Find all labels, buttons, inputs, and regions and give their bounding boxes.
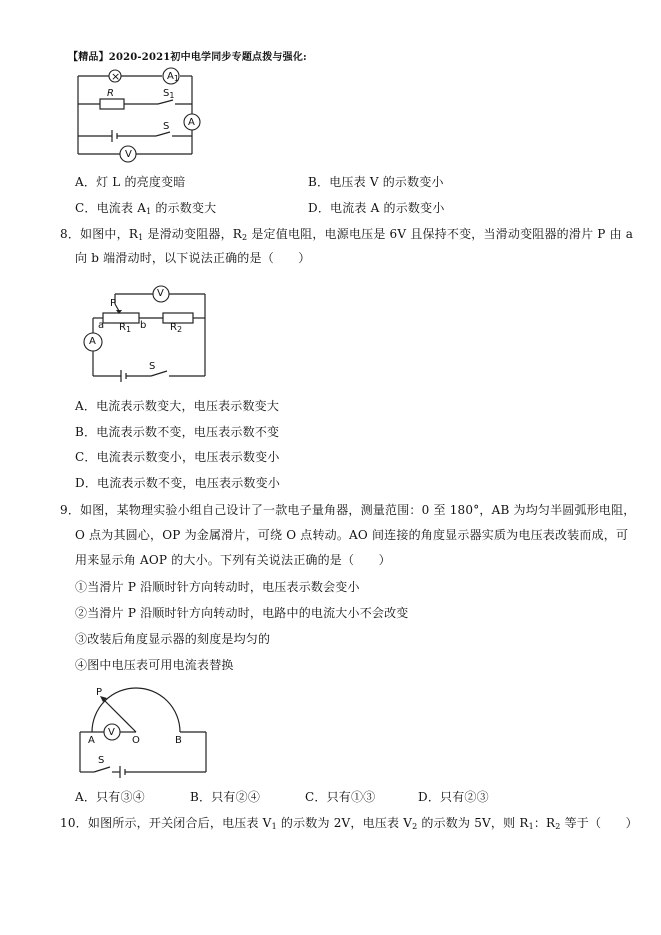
q7-option-d: D．电流表 A 的示数变小 [308, 201, 445, 215]
q9-option-a: A．只有③④ [75, 790, 145, 804]
q9-option-c: C．只有①③ [305, 790, 376, 804]
slider-p-label: P [110, 298, 117, 309]
page-header: 【精品】2020-2021初中电学同步专题点拨与强化: [68, 52, 307, 63]
q9-option-b: B．只有②④ [190, 790, 261, 804]
switch-s1-label: $S_1$ [163, 88, 175, 100]
q9-label-a: A [88, 735, 95, 746]
q9-label-s: S [98, 755, 105, 766]
q8-meter-v-label: V [157, 288, 164, 299]
q8-option-b: B．电流表示数不变，电压表示数不变 [75, 425, 280, 439]
switch-s-label: S [163, 121, 170, 132]
r1-label: $R_1$ [119, 322, 132, 334]
q9-stem-line1: 9．如图，某物理实验小组自己设计了一款电子量角器，测量范围：0 至 180°，AB 为均匀半圆弧形电阻， [60, 503, 636, 517]
q8-option-c: C．电流表示数变小，电压表示数变小 [75, 450, 280, 464]
meter-v-label: V [125, 149, 132, 160]
q8-option-d: D．电流表示数不变，电压表示数变小 [75, 476, 281, 490]
meter-a1-label: $A_1$ [167, 71, 179, 83]
q10-stem: 10．如图所示，开关闭合后，电压表 $V_1$ 的示数为 2V，电压表 $V_2$ 的示数为 5V，则 $R_1$：$R_2$ 等于（ ） [60, 816, 638, 831]
q9-stem-line3: 用来显示角 AOP 的大小。下列有关说法正确的是（ ） [75, 553, 391, 567]
q9-stem-line2: O 点为其圆心，OP 为金属滑片，可绕 O 点转动。AO 间连接的角度显示器实质为电压表改装而成，可 [75, 528, 629, 542]
q9-statement-1: ①当滑片 P 沿顺时针方向转动时，电压表示数会变小 [75, 580, 360, 594]
q9-label-b: B [175, 735, 182, 746]
terminal-b-label: b [140, 320, 147, 331]
q9-statement-3: ③改装后角度显示器的刻度是均匀的 [75, 632, 271, 646]
lamp-symbol: × [111, 70, 121, 83]
terminal-a-label: a [98, 320, 105, 331]
r2-label: $R_2$ [170, 322, 183, 334]
q7-option-b: B．电压表 V 的示数变小 [308, 175, 444, 189]
q9-label-p: P [96, 687, 103, 698]
q8-meter-a-label: A [89, 336, 96, 347]
q9-label-o: O [132, 735, 140, 746]
meter-a-label: A [188, 117, 195, 128]
q9-statement-4: ④图中电压表可用电流表替换 [75, 658, 234, 672]
q8-stem-line1: 8．如图中，$R_1$ 是滑动变阻器，$R_2$ 是定值电阻，电源电压是 6V 且保持不变，当滑动变阻器的滑片 P 由 a [60, 227, 634, 242]
q8-option-a: A．电流表示数变大，电压表示数变大 [75, 399, 280, 413]
q9-option-d: D．只有②③ [418, 790, 489, 804]
q7-option-c: C．电流表 $A_1$ 的示数变大 [75, 201, 217, 216]
q8-stem-line2: 向 b 端滑动时，以下说法正确的是（ ） [75, 251, 311, 265]
q7-option-a: A．灯 L 的亮度变暗 [75, 175, 186, 189]
q9-statement-2: ②当滑片 P 沿顺时针方向转动时，电路中的电流大小不会改变 [75, 606, 409, 620]
q8-switch-s-label: S [149, 361, 156, 372]
resistor-r-label: R [107, 88, 114, 99]
q9-meter-v-label: V [108, 727, 115, 738]
